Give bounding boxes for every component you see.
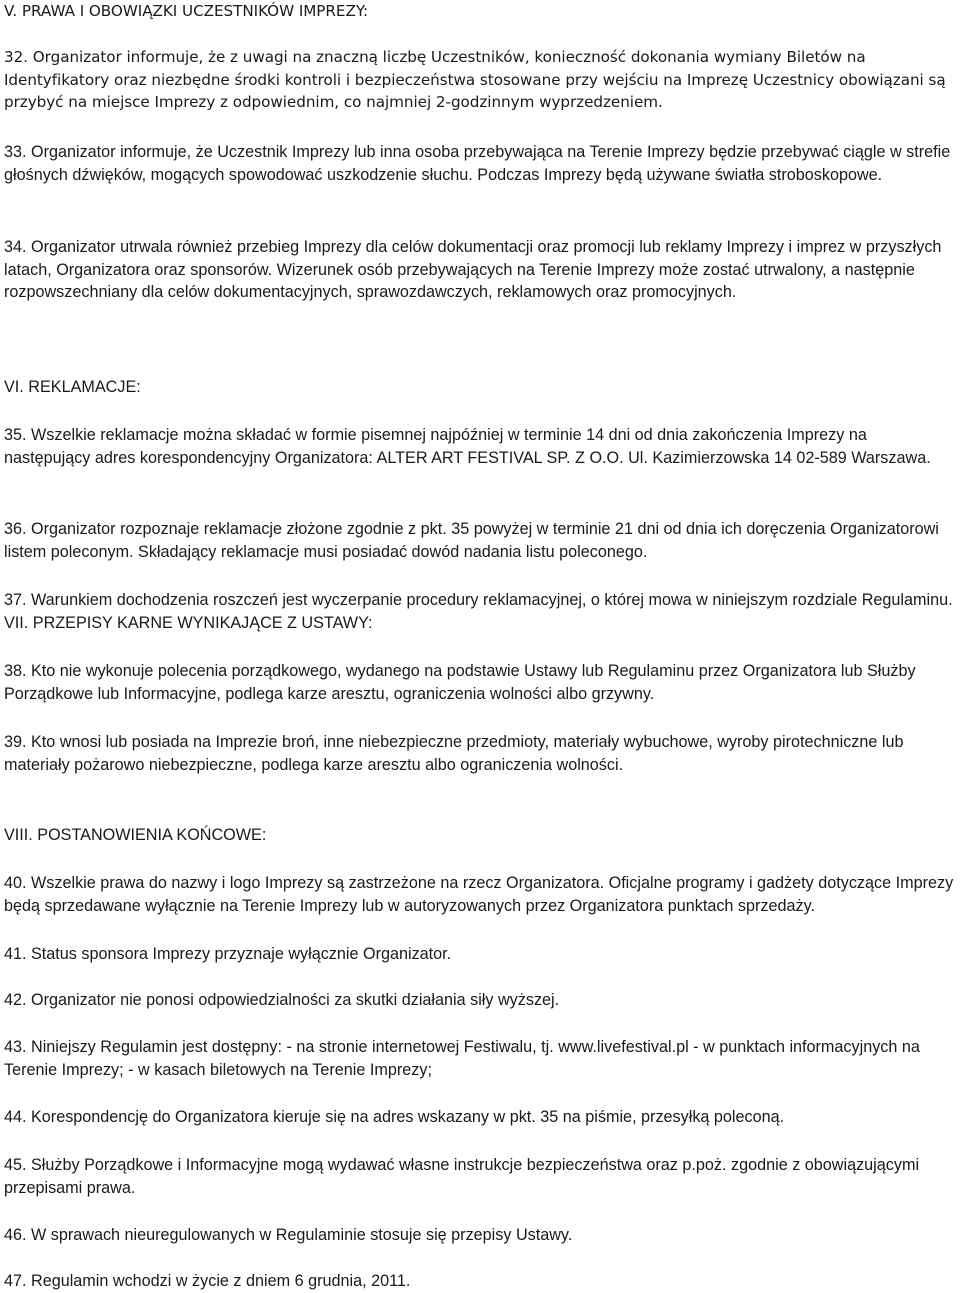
paragraph-40: 40. Wszelkie prawa do nazwy i logo Imprezy są zastrzeżone na rzecz Organizatora. Oficjalne programy i gadżety dotyczące Imprezy będą sprzedawane wyłącznie na Terenie Imprezy lub w autoryzowanych przez Organizatora punktach sprzedaży. bbox=[4, 874, 954, 915]
paragraph-37: 37. Warunkiem dochodzenia roszczeń jest wyczerpanie procedury reklamacyjnej, o której mowa w niniejszym rozdziale Regulaminu. VII. PRZEPISY KARNE WYNIKAJĄCE Z USTAWY: bbox=[4, 591, 953, 632]
section-8-heading: VIII. POSTANOWIENIA KOŃCOWE: bbox=[4, 826, 267, 844]
paragraph-35: 35. Wszelkie reklamacje można składać w formie pisemnej najpóźniej w terminie 14 dni od dnia zakończenia Imprezy na następujący adres korespondencyjny Organizatora: ALTER ART FESTIVAL SP. Z O.O. Ul. Kazimierzowska 14 02-589 Warszawa. bbox=[4, 426, 931, 467]
paragraph-39: 39. Kto wnosi lub posiada na Imprezie broń, inne niebezpieczne przedmioty, materiały wybuchowe, wyroby pirotechniczne lub materiały pożarowo niebezpieczne, podlega karze aresztu albo ograniczenia wolności. bbox=[4, 733, 904, 774]
paragraph-44: 44. Korespondencję do Organizatora kieruje się na adres wskazany w pkt. 35 na piśmie, przesyłką poleconą. bbox=[4, 1108, 785, 1126]
paragraph-47: 47. Regulamin wchodzi w życie z dniem 6 grudnia, 2011. bbox=[4, 1272, 411, 1290]
paragraph-41: 41. Status sponsora Imprezy przyznaje wyłącznie Organizator. bbox=[4, 945, 452, 963]
paragraph-45: 45. Służby Porządkowe i Informacyjne mogą wydawać własne instrukcje bezpieczeństwa oraz p.poż. zgodnie z obowiązującymi przepisami prawa. bbox=[4, 1156, 920, 1197]
section-5-heading: V. PRAWA I OBOWIĄZKI UCZESTNIKÓW IMPREZY: bbox=[4, 2, 369, 20]
paragraph-36: 36. Organizator rozpoznaje reklamacje złożone zgodnie z pkt. 35 powyżej w terminie 21 dni od dnia ich doręczenia Organizatorowi listem poleconym. Składający reklamacje musi posiadać dowód nadania listu poleconego. bbox=[4, 520, 939, 561]
paragraph-32: 32. Organizator informuje, że z uwagi na znaczną liczbę Uczestników, konieczność dokonania wymiany Biletów na Identyfikatory oraz niezbędne środki kontroli i bezpieczeństwa stosowane przy wejściu na Imprezę Uczestnicy obowiązani są przybyć na miejsce Imprezy z odpowiednim, co najmniej 2-godzinnym wyprzedzeniem. bbox=[4, 48, 946, 112]
paragraph-46: 46. W sprawach nieuregulowanych w Regulaminie stosuje się przepisy Ustawy. bbox=[4, 1226, 573, 1244]
section-6-heading: VI. REKLAMACJE: bbox=[4, 378, 141, 396]
paragraph-42: 42. Organizator nie ponosi odpowiedzialności za skutki działania siły wyższej. bbox=[4, 991, 560, 1009]
paragraph-38: 38. Kto nie wykonuje polecenia porządkowego, wydanego na podstawie Ustawy lub Regulaminu przez Organizatora lub Służby Porządkowe lub Informacyjne, podlega karze aresztu, ograniczenia wolności albo grzywny. bbox=[4, 662, 916, 703]
paragraph-33: 33. Organizator informuje, że Uczestnik Imprezy lub inna osoba przebywająca na Terenie Imprezy będzie przebywać ciągle w strefie głośnych dźwięków, mogących spowodować uszkodzenie słuchu. Podczas Imprezy będą używane światła stroboskopowe. bbox=[4, 143, 951, 184]
paragraph-34: 34. Organizator utrwala również przebieg Imprezy dla celów dokumentacji oraz promocji lub reklamy Imprezy i imprez w przyszłych latach, Organizatora oraz sponsorów. Wizerunek osób przebywających na Terenie Imprezy może zostać utrwalony, a następnie rozpowszechniany dla celów dokumentacyjnych, sprawozdawczych, reklamowych oraz promocyjnych. bbox=[4, 238, 942, 302]
paragraph-43: 43. Niniejszy Regulamin jest dostępny: - na stronie internetowej Festiwalu, tj. www.livefestival.pl - w punktach informacyjnych na Terenie Imprezy; - w kasach biletowych na Terenie Imprezy; bbox=[4, 1038, 920, 1079]
